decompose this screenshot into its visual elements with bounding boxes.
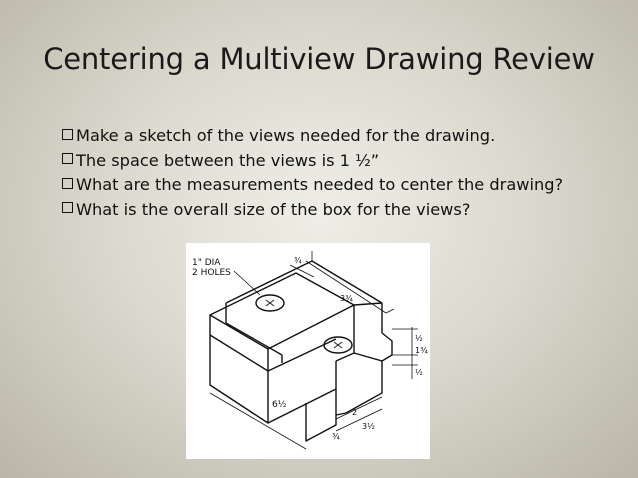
dim-top-spacing: 3¾ [340, 294, 353, 303]
bullet-item [62, 198, 563, 223]
bullet-text: What are the measurements needed to center the drawing? [76, 175, 564, 194]
checkbox-bullet-icon [62, 202, 73, 213]
dim-top-small: ¾ [294, 256, 302, 265]
bullet-list [62, 124, 563, 222]
dim-slot-width: 2 [352, 408, 358, 417]
checkbox-bullet-icon [62, 153, 73, 164]
bullet-item [62, 173, 563, 198]
dim-length: 6½ [272, 400, 287, 410]
isometric-drawing-svg [186, 243, 430, 459]
slide-title: Centering a Multiview Drawing Review [43, 42, 595, 76]
bullet-text: Make a sketch of the views needed for the drawing. [76, 126, 496, 145]
dim-right-bottom-len: 3½ [362, 422, 375, 431]
isometric-drawing [186, 243, 430, 459]
bullet-item [62, 149, 563, 174]
hole-label-line1: 1" DIA [192, 258, 221, 268]
dim-right-bottom: ½ [415, 368, 423, 377]
bullet-item [62, 124, 563, 149]
dim-right-top: ½ [415, 334, 423, 343]
bullet-text: The space between the views is 1 ½” [76, 150, 380, 170]
dim-left-bottom: ¾ [332, 432, 340, 441]
hole-label-line2: 2 HOLES [192, 268, 231, 278]
bullet-text: What is the overall size of the box for the views? [76, 199, 471, 219]
dim-right-mid: 1¾ [415, 346, 428, 355]
checkbox-bullet-icon [62, 178, 73, 189]
checkbox-bullet-icon [62, 129, 73, 140]
